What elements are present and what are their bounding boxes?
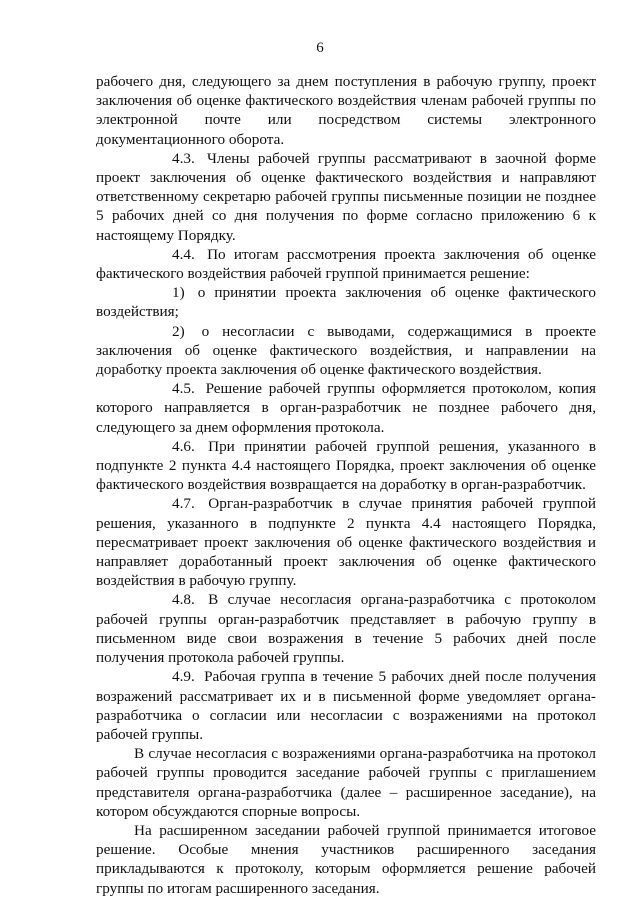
paragraph-4-6: [96, 437, 596, 495]
paragraph-disagreement: [96, 744, 596, 821]
paragraph-4-7: [96, 494, 596, 590]
paragraph-extended-meeting: [96, 821, 596, 898]
paragraph-number: 1): [172, 284, 185, 302]
paragraph-number: 4.7.: [172, 495, 195, 513]
paragraph-text: Члены рабочей группы рассматривают в заочной форме проект заключения об оценке фактического воздействия и направляют ответственному секретарю рабочей группы письменные позиции не позднее 5 рабочих дней со дня получения по форме согласно приложению 6 к настоящему Порядку.: [96, 149, 596, 244]
paragraph-text: На расширенном заседании рабочей группой принимается итоговое решение. Особые мнения участников расширенного заседания прикладываются к протоколу, которым оформляется решение рабочей группы по итогам расширенного заседания.: [96, 821, 596, 897]
paragraph-4-8: [96, 590, 596, 667]
paragraph-text: о несогласии с выводами, содержащимися в проекте заключения об оценке фактического воздействия, и направлении на доработку проекта заключения об оценке фактического воздействия.: [96, 322, 597, 379]
paragraph-text: В случае несогласия с возражениями органа-разработчика на протокол рабочей группы проводится заседание рабочей группы с приглашением представителя органа-разработчика (далее – расширенное заседание), на котором обсуждаются спорные вопросы.: [96, 745, 596, 820]
subparagraph-2: [96, 322, 596, 380]
paragraph-number: 4.5.: [172, 380, 195, 398]
paragraph-4-4: [96, 245, 596, 283]
paragraph-text: рабочего дня, следующего за днем поступления в рабочую группу, проект заключения об оценке фактического воздействия членам рабочей группы по электронной почте или посредством системы электронного документационного оборота.: [96, 73, 596, 148]
paragraph-text: В случае несогласия органа-разработчика с протоколом рабочей группы орган-разработчик представляет в рабочую группу в письменном виде свои возражения в течение 5 рабочих дней после получения протокола рабочей группы.: [96, 591, 596, 667]
paragraph-number: 4.4.: [172, 245, 195, 263]
paragraph-number: 2): [172, 322, 185, 340]
paragraph-text: При принятии рабочей группой решения, указанного в подпункте 2 пункта 4.4 настоящего Порядка, проект заключения об оценке фактического воздействия возвращается на доработку в орган-разработчик.: [96, 437, 597, 494]
paragraph-text: Рабочая группа в течение 5 рабочих дней после получения возражений рассматривает их и в письменной форме уведомляет органа-разработчика о согласии или несогласии с возражениями на протокол рабочей группы.: [96, 668, 597, 743]
paragraph-text: Орган-разработчик в случае принятия рабочей группой решения, указанного в подпункте 2 пункта 4.4 настоящего Порядка, пересматривает проект заключения об оценке фактического воздействия и направляет доработанный проект заключения об оценке фактического воздействия в рабочую группу.: [96, 495, 597, 590]
paragraph-text: Решение рабочей группы оформляется протоколом, копия которого направляется в орган-разработчик не позднее рабочего дня, следующего за днем оформления протокола.: [96, 380, 597, 436]
paragraph-number: 4.8.: [172, 591, 195, 609]
page-number: 6: [316, 40, 324, 56]
paragraph-number: 4.9.: [172, 668, 195, 686]
paragraph-text: о принятии проекта заключения об оценке фактического воздействия;: [96, 284, 597, 321]
paragraph-number: 4.3.: [172, 149, 195, 167]
paragraph-4-5: [96, 379, 596, 437]
paragraph-text: По итогам рассмотрения проекта заключения об оценке фактического воздействия рабочей группой принимается решение:: [96, 245, 596, 283]
paragraph-4-3: [96, 149, 596, 245]
paragraph-number: 4.6.: [172, 437, 195, 455]
paragraph-continuation: [96, 72, 596, 149]
document-body: [96, 72, 596, 898]
paragraph-4-9: [96, 667, 596, 744]
subparagraph-1: [96, 283, 596, 321]
